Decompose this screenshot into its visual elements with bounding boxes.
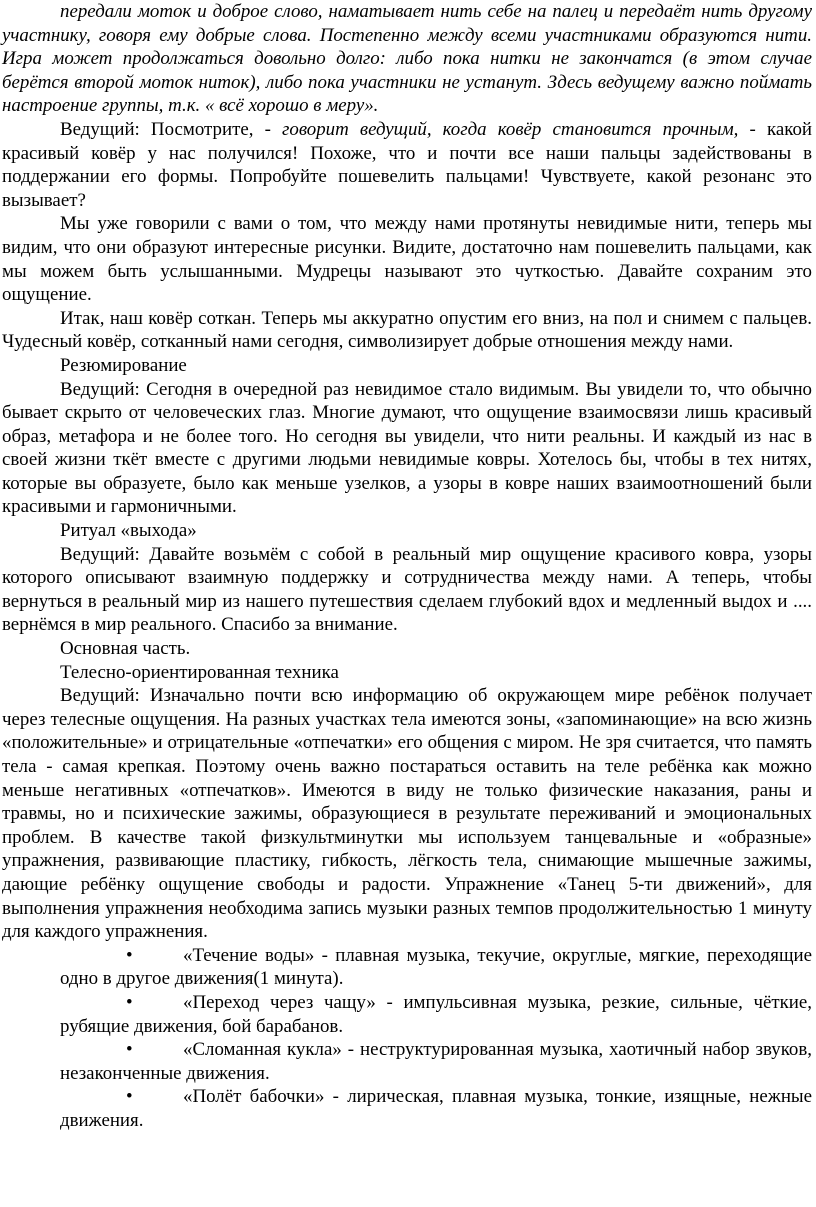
bullet-icon: • (126, 1039, 133, 1061)
paragraph-text-a: Ведущий: Посмотрите, - (60, 118, 282, 140)
list-item (2, 1038, 812, 1085)
paragraph-exit-ritual: Ведущий: Давайте возьмём с собой в реальный мир ощущение красивого ковра, узоры которого описывают взаимную поддержку и сотрудничества между нами. А теперь, чтобы вернуться в реальный мир из нашего путешествия сделаем глубокий вдох и медленный выдох и .... вернёмся в мир реального. Спасибо за внимание. (2, 543, 812, 636)
paragraph-body-technique: Ведущий: Изначально почти всю информацию об окружающем мире ребёнок получает через телесные ощущения. На разных участках тела имеются зоны, «запоминающие» на всю жизнь «положительные» и отрицательные «отпечатки» его общения с миром. Не зря считается, что память тела - самая крепкая. Поэтому очень важно постараться оставить на теле ребёнка как можно меньше негативных «отпечатков». Имеются в виду не только физические наказания, раны и травмы, но и психические зажимы, образующиеся в результате переживаний и эмоциональных проблем. В качестве такой физкультминутки мы используем танцевальные и «образные» упражнения, развивающие пластику, гибкость, лёгкость тела, снимающие мышечные зажимы, дающие ребёнку ощущение свободы и радости. Упражнение «Танец 5-ти движений», для выполнения упражнения необходима запись музыки разных темпов продолжительностью 1 минуту для каждого упражнения. (2, 685, 812, 943)
paragraph-game-description (2, 0, 812, 118)
list-item-text: «Сломанная кукла» - неструктурированная музыка, хаотичный набор звуков, незаконченные движения. (60, 1039, 812, 1084)
paragraph-carpet-woven: Итак, наш ковёр соткан. Теперь мы аккуратно опустим его вниз, на пол и снимем с пальцев. Чудесный ковёр, сотканный нами сегодня, символизирует добрые отношения между нами. (2, 307, 812, 353)
paragraph-text-italic: говорит ведущий, когда ковёр становится прочным, (282, 118, 739, 140)
heading-exit-ritual: Ритуал «выхода» (60, 520, 197, 542)
paragraph-text-c: - какой красивый ковёр у нас получился! Похоже, что и почти все наши пальцы задействованы в поддержании его формы. Попробуйте пошевелить пальцами! Чувствуете, какой резонанс это вызывает? (2, 118, 812, 211)
bullet-icon: • (126, 991, 133, 1013)
list-item (2, 991, 812, 1038)
exercise-list (2, 944, 812, 1133)
paragraph-summary: Ведущий: Сегодня в очередной раз невидимое стало видимым. Вы увидели то, что обычно бывает скрыто от человеческих глаз. Многие думают, что ощущение взаимосвязи лишь красивый образ, метафора и не более того. Но сегодня вы увидели, что нити реальны. И каждый из нас в своей жизни ткёт вместе с другими людьми невидимые ковры. Хотелось бы, чтобы в тех нитях, которые вы образуете, было как меньше узелков, а узоры в ковре наших взаимоотношений были красивыми и гармоничными. (2, 378, 812, 518)
bullet-icon: • (126, 944, 133, 966)
paragraph-host-look (2, 118, 812, 212)
bullet-icon: • (126, 1086, 133, 1108)
heading-summary: Резюмирование (60, 354, 187, 376)
paragraph-invisible-threads: Мы уже говорили с вами о том, что между нами протянуты невидимые нити, теперь мы видим, что они образуют интересные рисунки. Видите, достаточно нам пошевелить пальцами, как мы можем быть услышанными. Мудрецы называют это чуткостью. Давайте сохраним это ощущение. (2, 213, 812, 306)
heading-main-part: Основная часть. (60, 638, 191, 660)
list-item (2, 944, 812, 991)
heading-body-technique: Телесно-ориентированная техника (60, 661, 339, 683)
list-item (2, 1085, 812, 1132)
list-item-text: «Полёт бабочки» - лирическая, плавная музыка, тонкие, изящные, нежные движения. (60, 1086, 812, 1131)
paragraph-text: передали моток и доброе слово, наматывает нить себе на палец и передаёт нить другому участнику, говоря ему добрые слова. Постепенно между всеми участниками образуются нити. Игра может продолжаться довольно долго: либо пока нитки не закончатся (в этом случае берётся второй моток ниток), либо пока участники не устанут. Здесь ведущему важно поймать настроение группы, т.к. « всё хорошо в меру». (2, 1, 812, 117)
list-item-text: «Течение воды» - плавная музыка, текучие, округлые, мягкие, переходящие одно в другое движения(1 минута). (60, 944, 812, 990)
list-item-text: «Переход через чащу» - импульсивная музыка, резкие, сильные, чёткие, рубящие движения, бой барабанов. (60, 991, 812, 1037)
